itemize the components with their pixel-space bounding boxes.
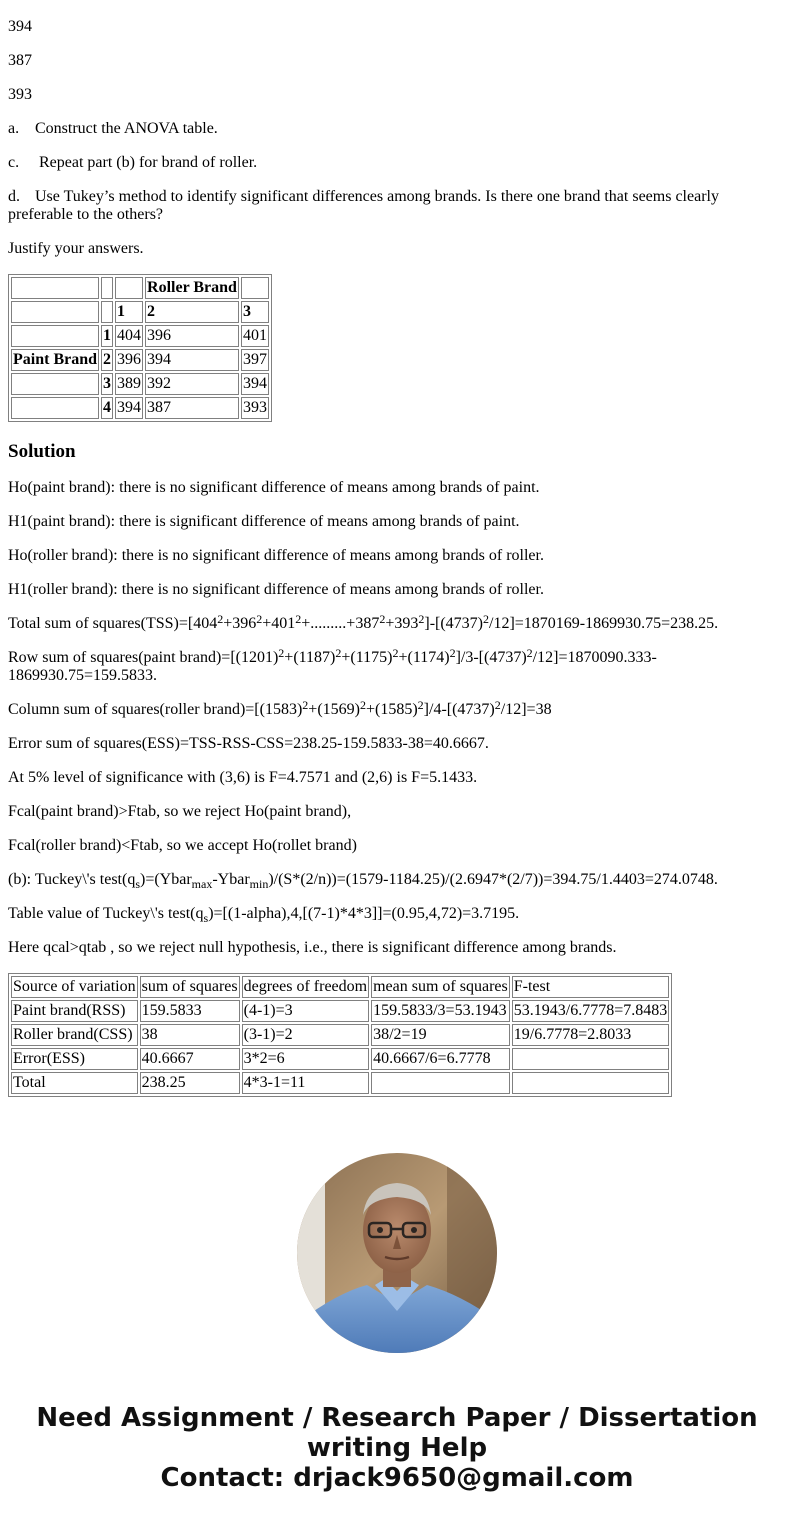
anova-table [8, 973, 672, 1097]
table-row [11, 325, 269, 347]
avatar [297, 1153, 497, 1353]
table-header-row [11, 976, 669, 998]
table-header-cell: sum of squares [140, 976, 240, 998]
table-header-cell: degrees of freedom [242, 976, 370, 998]
hypothesis-line: Ho(roller brand): there is no significant difference of means among brands of roller. [8, 547, 544, 564]
table-cell: (4-1)=3 [242, 1000, 370, 1022]
table-cell: 40.6667 [140, 1048, 240, 1070]
table-cell [11, 301, 99, 323]
ftab-line: At 5% level of significance with (3,6) is F=4.7571 and (2,6) is F=5.1433. [8, 769, 478, 786]
table-row [11, 1000, 669, 1022]
table-row [11, 373, 269, 395]
table-cell [512, 1048, 669, 1070]
table-cell: 394 [115, 397, 143, 419]
table-cell: (3-1)=2 [242, 1024, 370, 1046]
table-cell [371, 1072, 510, 1094]
column-header: 2 [145, 301, 239, 323]
table-cell: 38 [140, 1024, 240, 1046]
table-row [11, 349, 269, 371]
question-a: a. Construct the ANOVA table. [8, 120, 218, 137]
table-cell [11, 325, 99, 347]
table-cell [241, 277, 269, 299]
table-cell: 387 [145, 397, 239, 419]
fcal-paint-line: Fcal(paint brand)>Ftab, so we reject Ho(paint brand), [8, 803, 352, 820]
table-header-cell: Source of variation [11, 976, 138, 998]
tukey-table-value: Table value of Tuckey\'s $test(q_s)=[(1-alpha),4,[(7-1)*4*3]]=(0.95,4,72)=3.7195$. [8, 905, 520, 925]
table-cell: Roller brand(CSS) [11, 1024, 138, 1046]
row-number: 3 [101, 373, 113, 395]
table-cell: 404 [115, 325, 143, 347]
rss-formula: Row sum of squares(paint $brand)=[(1201)^2+(1187)^2+(1175)^2+(1174)^2]/3-[(4737)^2/12]=1870090.333-1869930.75=159.5833$. [8, 646, 657, 684]
paint-brand-label: Paint Brand [11, 349, 99, 371]
table-cell: 397 [241, 349, 269, 371]
table-row [11, 1048, 669, 1070]
promo-contact: Contact: drjack9650@gmail.com [160, 1463, 634, 1493]
table-cell: 396 [145, 325, 239, 347]
hypothesis-line: Ho(paint brand): there is no significant difference of means among brands of paint. [8, 479, 540, 496]
solution-heading: Solution [8, 441, 76, 462]
table-row [11, 397, 269, 419]
justify-text: Justify your answers. [8, 240, 144, 257]
css-formula: Column sum of squares(roller $brand)=[(1583)^2+(1569)^2+(1585)^2]/4-[(4737)^2/12]=38$ [8, 698, 552, 718]
value-line: 394 [8, 18, 32, 35]
row-number: 2 [101, 349, 113, 371]
question-d: d. Use Tukey’s method to identify significant differences among brands. Is there one brand that seems clearly preferable to the others? [8, 188, 719, 223]
table-row [11, 301, 269, 323]
column-header: 1 [115, 301, 143, 323]
table-cell [101, 301, 113, 323]
table-cell [11, 277, 99, 299]
question-c: c. Repeat part (b) for brand of roller. [8, 154, 258, 171]
tss-formula: Total sum of $squares(TSS)=[404^2+396^2+401^2+.........+387^2+393^2]-[(4737)^2/12]=1870169-1869930.75=238.25$. [8, 612, 719, 632]
table-cell: 393 [241, 397, 269, 419]
fcal-roller-line: Fcal(roller brand)<Ftab, so we accept Ho(rollet brand) [8, 837, 357, 854]
table-cell: 3*2=6 [242, 1048, 370, 1070]
table-row [11, 1024, 669, 1046]
value-line: 387 [8, 52, 32, 69]
tukey-formula: (b): Tuckey\'s $test(q_s)=(Ybar_{max}-Ybar_{min})/(S*(2/n))=(1579-1184.25)/(2.6947*(2/7))=394.75/1.4403=274.0748$. [8, 871, 718, 891]
table-cell: 40.6667/6=6.7778 [371, 1048, 510, 1070]
conclusion-line: Here qcal>qtab , so we reject null hypothesis, i.e., there is significant difference among brands. [8, 939, 617, 956]
table-cell: 394 [241, 373, 269, 395]
table-cell: 389 [115, 373, 143, 395]
row-number: 4 [101, 397, 113, 419]
table-cell [11, 397, 99, 419]
row-label-cutoff [8, 0, 778, 2]
document-body [8, 0, 778, 1116]
column-header: 3 [241, 301, 269, 323]
data-table [8, 274, 272, 422]
table-cell: 401 [241, 325, 269, 347]
promo-message [0, 1403, 794, 1493]
table-cell: 4*3-1=11 [242, 1072, 370, 1094]
table-cell: 396 [115, 349, 143, 371]
table-cell [512, 1072, 669, 1094]
table-cell: 38/2=19 [371, 1024, 510, 1046]
table-cell: 392 [145, 373, 239, 395]
portrait-image [297, 1153, 497, 1353]
table-cell: 19/6.7778=2.8033 [512, 1024, 669, 1046]
promo-section [0, 1153, 794, 1493]
table-header-cell: mean sum of squares [371, 976, 510, 998]
table-cell: Paint brand(RSS) [11, 1000, 138, 1022]
promo-line: Need Assignment / Research Paper / Dissertation [36, 1403, 758, 1433]
table-cell: 53.1943/6.7778=7.8483 [512, 1000, 669, 1022]
table-cell: 394 [145, 349, 239, 371]
table-cell [101, 277, 113, 299]
hypothesis-line: H1(paint brand): there is significant difference of means among brands of paint. [8, 513, 520, 530]
table-cell: Error(ESS) [11, 1048, 138, 1070]
table-row [11, 1072, 669, 1094]
table-cell: 159.5833 [140, 1000, 240, 1022]
table-cell: Total [11, 1072, 138, 1094]
hypothesis-line: H1(roller brand): there is no significant difference of means among brands of roller. [8, 581, 544, 598]
row-number: 1 [101, 325, 113, 347]
ess-formula: Error sum of squares(ESS)=TSS-RSS-CSS=238.25-159.5833-38=40.6667. [8, 735, 489, 752]
promo-line: writing Help [306, 1433, 488, 1463]
table-cell [115, 277, 143, 299]
table-cell: 159.5833/3=53.1943 [371, 1000, 510, 1022]
table-cell: 238.25 [140, 1072, 240, 1094]
table-row [11, 277, 269, 299]
roller-brand-header: Roller Brand [145, 277, 239, 299]
table-header-cell: F-test [512, 976, 669, 998]
table-cell [11, 373, 99, 395]
value-line: 393 [8, 86, 32, 103]
